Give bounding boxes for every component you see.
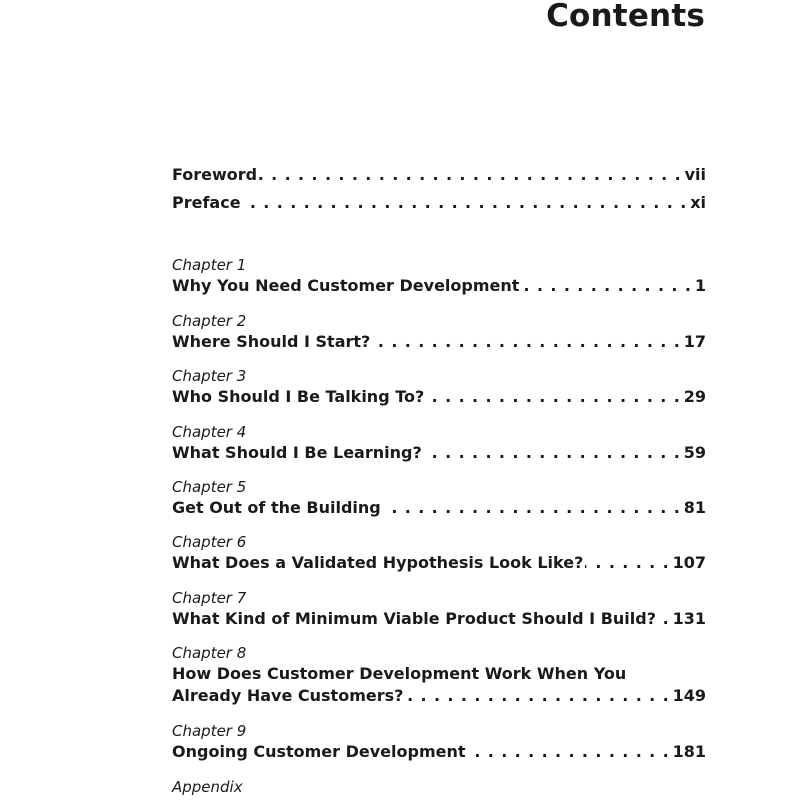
entry-page-number: 29 xyxy=(683,387,706,406)
entry-page-number: 131 xyxy=(672,609,706,628)
dot-leader xyxy=(372,331,680,353)
entry-page-number: 107 xyxy=(672,553,706,572)
entry-page-number: 17 xyxy=(683,332,706,351)
chapter-label: Chapter 8 xyxy=(172,644,247,662)
dot-leader xyxy=(405,685,669,707)
dot-leader xyxy=(259,164,681,186)
entry-title: Why You Need Customer Development xyxy=(172,276,520,295)
entry-page-number: 81 xyxy=(683,498,706,517)
chapter-label: Chapter 2 xyxy=(172,312,247,330)
entry-title: Foreword xyxy=(172,165,258,184)
dot-leader xyxy=(468,741,670,763)
dot-leader xyxy=(424,442,681,464)
entry-title: What Does a Validated Hypothesis Look Like? xyxy=(172,553,584,572)
entry-page-number: xi xyxy=(690,193,706,212)
chapter-label: Chapter 7 xyxy=(172,589,247,607)
entry-title: Already Have Customers? xyxy=(172,686,404,705)
chapter-label: Chapter 5 xyxy=(172,478,247,496)
chapter-label: Chapter 6 xyxy=(172,533,247,551)
dot-leader xyxy=(585,552,669,574)
entry-page-number: 181 xyxy=(672,742,706,761)
entry-title: Where Should I Start? xyxy=(172,332,371,351)
toc-entry-chapter-9[interactable] xyxy=(172,741,706,763)
toc-entry-chapter-1[interactable] xyxy=(172,275,706,297)
entry-page-number: 1 xyxy=(694,276,706,295)
entry-title: Who Should I Be Talking To? xyxy=(172,387,425,406)
entry-page-number: 149 xyxy=(672,686,706,705)
dot-leader xyxy=(426,386,680,408)
dot-leader xyxy=(243,192,688,214)
entry-title: Ongoing Customer Development xyxy=(172,742,466,761)
entry-title: Get Out of the Building xyxy=(172,498,381,517)
toc-entry-preface[interactable] xyxy=(172,192,706,214)
entry-title: What Kind of Minimum Viable Product Should I Build? xyxy=(172,609,656,628)
appendix-label: Appendix xyxy=(172,778,243,796)
entry-page-number: vii xyxy=(684,165,706,184)
dot-leader xyxy=(521,275,691,297)
entry-title: What Should I Be Learning? xyxy=(172,443,422,462)
toc-entry-chapter-5[interactable] xyxy=(172,497,706,519)
toc-entry-chapter-4[interactable] xyxy=(172,442,706,464)
toc-entry-chapter-8[interactable] xyxy=(172,685,706,707)
entry-title-line-1[interactable]: How Does Customer Development Work When You xyxy=(172,664,627,683)
chapter-label: Chapter 4 xyxy=(172,423,247,441)
dot-leader xyxy=(383,497,681,519)
dot-leader xyxy=(658,608,670,630)
toc-entry-chapter-2[interactable] xyxy=(172,331,706,353)
entry-page-number: 59 xyxy=(683,443,706,462)
chapter-label: Chapter 1 xyxy=(172,256,247,274)
toc-entry-foreword[interactable] xyxy=(172,164,706,186)
chapter-label: Chapter 9 xyxy=(172,722,247,740)
toc-entry-chapter-3[interactable] xyxy=(172,386,706,408)
toc-entry-chapter-7[interactable] xyxy=(172,608,706,630)
chapter-label: Chapter 3 xyxy=(172,367,247,385)
toc-entry-chapter-6[interactable] xyxy=(172,552,706,574)
entry-title: Preface xyxy=(172,193,241,212)
page-title: Contents xyxy=(546,0,705,34)
